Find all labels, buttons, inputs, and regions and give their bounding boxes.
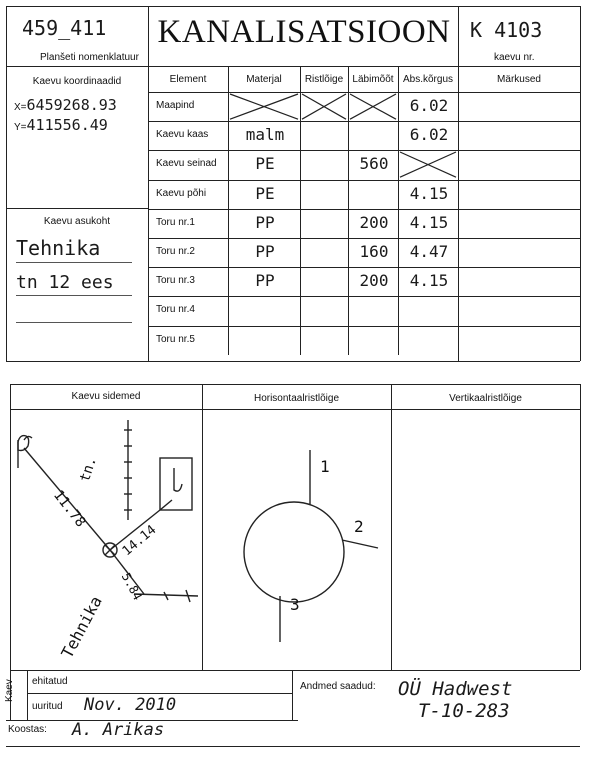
data-source-line1: OÜ Hadwest bbox=[398, 678, 513, 700]
crossed-cell-mark bbox=[228, 92, 300, 121]
table-header-cell: Element bbox=[169, 74, 207, 85]
surveyed-value: Nov. 2010 bbox=[84, 695, 177, 715]
location-line1: Tehnika bbox=[16, 236, 101, 260]
coordinate-y bbox=[14, 116, 108, 134]
footer-row-divider bbox=[27, 693, 292, 694]
sketch-divider-2 bbox=[391, 384, 392, 670]
table-row-diameter: 200 bbox=[359, 271, 389, 290]
nomenclature-label: Planšeti nomenklatuur bbox=[40, 52, 139, 63]
table-header-cell: Abs.kõrgus bbox=[402, 74, 454, 85]
pipe-3-label: 3 bbox=[290, 595, 300, 614]
table-row-line bbox=[148, 326, 580, 327]
table-row-diameter: 200 bbox=[359, 213, 389, 232]
pipe-2-line bbox=[342, 540, 378, 548]
reference-point-a-icon bbox=[18, 436, 29, 451]
compiler-value: A. Arikas bbox=[72, 720, 165, 740]
sketch-frame-top bbox=[10, 384, 580, 385]
pipe-1-label: 1 bbox=[320, 457, 330, 476]
connections-label: Kaevu sidemed bbox=[71, 391, 141, 402]
table-row-material: malm bbox=[245, 125, 285, 144]
table-row-material: PP bbox=[255, 213, 275, 232]
table-row-element: Kaevu kaas bbox=[156, 129, 209, 140]
table-row-element: Toru nr.5 bbox=[156, 334, 195, 345]
table-row-line bbox=[148, 209, 580, 210]
table-row-element: Toru nr.1 bbox=[156, 217, 195, 228]
table-header-cell: Läbimõõt bbox=[352, 74, 394, 85]
distance-c: 5.84 bbox=[118, 570, 145, 603]
table-row-material: PE bbox=[255, 154, 275, 173]
footer-kaev-divider bbox=[27, 670, 28, 720]
connections-sketch bbox=[10, 410, 202, 670]
table-row-elevation: 4.15 bbox=[409, 271, 449, 290]
footer-top bbox=[10, 670, 580, 671]
location-label: Kaevu asukoht bbox=[43, 216, 111, 227]
building-symbol-icon bbox=[174, 468, 182, 491]
table-row-elevation: 4.15 bbox=[409, 184, 449, 203]
sketch-frame-right bbox=[580, 384, 581, 670]
table-col-line bbox=[458, 66, 459, 355]
table-col-line bbox=[398, 66, 399, 355]
page-title: KANALISATSIOON bbox=[157, 14, 451, 50]
x-value: 6459268.93 bbox=[26, 96, 117, 114]
street-name-label: Tehnika bbox=[57, 592, 106, 662]
table-row-element: Kaevu seinad bbox=[156, 158, 217, 169]
crossed-cell-mark bbox=[348, 92, 398, 121]
nomenclature-value: 459_411 bbox=[22, 16, 107, 40]
distance-a: 11.78 bbox=[49, 487, 89, 531]
table-row-element: Maapind bbox=[156, 100, 195, 111]
table-row-diameter: 560 bbox=[359, 154, 389, 173]
kaev-label: Kaev bbox=[4, 679, 15, 702]
y-prefix: Y= bbox=[14, 122, 27, 133]
table-row-line bbox=[148, 238, 580, 239]
well-number-label: kaevu nr. bbox=[494, 52, 535, 63]
crossed-cell-mark bbox=[398, 150, 458, 179]
well-number-value: K 4103 bbox=[470, 18, 543, 42]
table-row-line bbox=[148, 150, 580, 151]
surveyed-label: uuritud bbox=[32, 701, 63, 712]
distance-b: 14.14 bbox=[119, 522, 160, 560]
table-row-diameter: 160 bbox=[359, 242, 389, 261]
location-underline-1 bbox=[16, 262, 132, 263]
well-outline-circle bbox=[244, 502, 344, 602]
table-header-cell: Ristlõige bbox=[304, 74, 344, 85]
pipe-2-label: 2 bbox=[354, 517, 364, 536]
footer-mid-divider bbox=[292, 670, 293, 720]
coordinate-x bbox=[14, 96, 117, 114]
frame-bottom bbox=[6, 361, 580, 362]
frame-top bbox=[6, 6, 580, 7]
table-header-cell: Märkused bbox=[497, 74, 541, 85]
horizontal-label: Horisontaalristlõige bbox=[253, 393, 340, 404]
header-divider bbox=[6, 66, 580, 67]
y-value: 411556.49 bbox=[26, 116, 108, 134]
table-row-elevation: 4.15 bbox=[409, 213, 449, 232]
table-row-elevation: 6.02 bbox=[409, 125, 449, 144]
location-divider bbox=[6, 208, 148, 209]
frame-left bbox=[6, 6, 7, 361]
table-row-line bbox=[148, 180, 580, 181]
coordinates-label: Kaevu koordinaadid bbox=[32, 76, 122, 87]
table-row-material: PE bbox=[255, 184, 275, 203]
vertical-label: Vertikaalristlõige bbox=[449, 393, 522, 404]
built-label: ehitatud bbox=[32, 676, 68, 687]
horizontal-sketch bbox=[202, 410, 391, 670]
table-header-cell: Materjal bbox=[246, 74, 282, 85]
compiler-label: Koostas: bbox=[8, 724, 47, 735]
table-row-elevation: 4.47 bbox=[409, 242, 449, 261]
table-row-element: Kaevu põhi bbox=[156, 188, 207, 199]
building-corner-icon bbox=[160, 458, 192, 510]
table-row-material: PP bbox=[255, 242, 275, 261]
data-source-label: Andmed saadud: bbox=[300, 681, 376, 692]
crossed-cell-mark bbox=[300, 92, 348, 121]
location-line2: tn 12 ees bbox=[16, 272, 114, 293]
frame-right bbox=[580, 6, 581, 361]
table-row-element: Toru nr.2 bbox=[156, 246, 195, 257]
location-underline-3 bbox=[16, 322, 132, 323]
compiler-underline bbox=[6, 746, 580, 747]
table-row-material: PP bbox=[255, 271, 275, 290]
street-label: tn. bbox=[77, 454, 101, 484]
table-row-element: Toru nr.3 bbox=[156, 275, 195, 286]
table-row-line bbox=[148, 267, 580, 268]
data-source-line2: T-10-283 bbox=[418, 700, 510, 722]
location-underline-2 bbox=[16, 295, 132, 296]
x-prefix: X= bbox=[14, 102, 27, 113]
table-row-elevation: 6.02 bbox=[409, 96, 449, 115]
divider-left-col bbox=[148, 6, 149, 361]
table-row-line bbox=[148, 296, 580, 297]
table-row-element: Toru nr.4 bbox=[156, 304, 195, 315]
